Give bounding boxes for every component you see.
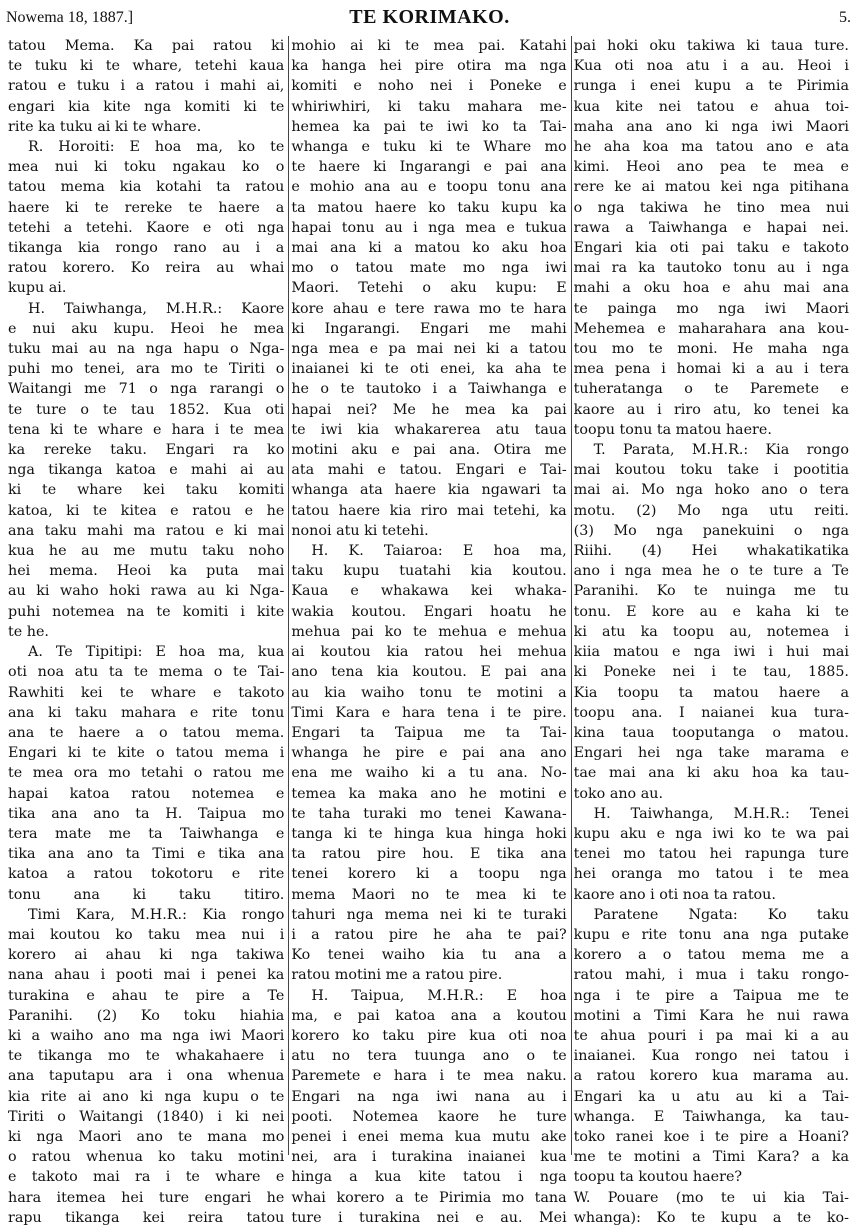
text-line: nga i te pire a Taipua me te xyxy=(573,987,849,1004)
text-line: te tuku ki te whare, tetehi kaua xyxy=(8,58,285,75)
text-line: toopu tonu ta matou haere. xyxy=(573,421,772,438)
text-line: tonu ana ki taku titiro. xyxy=(8,886,285,903)
text-column-3 xyxy=(571,36,853,1226)
text-line: nonoi atu ki tetehi. xyxy=(291,522,429,539)
text-line: katoa a ratou tokotoru e rite xyxy=(8,866,285,883)
text-line: hei mema. Heoi ka puta mai xyxy=(8,563,285,580)
text-line: toopu ta koutou haere? xyxy=(573,1169,743,1186)
text-line: runga i enei kupu a te Pirimia xyxy=(573,78,849,95)
text-line: taku kupu tuatahi kia koutou. xyxy=(291,563,567,580)
text-line: ka hanga hei pire otira ma nga xyxy=(291,58,567,75)
text-line: ta matou haere ko taku kupu ka xyxy=(291,199,567,216)
text-line: ano i nga mea he o te ture a Te xyxy=(573,563,849,580)
text-line: me te motini a Timi Kara? a ka xyxy=(573,1149,849,1166)
page-number: 5. xyxy=(839,9,851,26)
text-line: ki te whare kei taku komiti xyxy=(8,482,285,499)
text-line: whiriwhiri, ki taku mahara me- xyxy=(291,98,567,115)
text-line: ki atu ka toopu au, notemea i xyxy=(573,623,849,640)
text-line: Riihi. (4) Hei whakatikatika xyxy=(573,543,849,560)
text-line: motini aku e pai ana. Otira me xyxy=(291,442,567,459)
text-line: komiti e noho nei i Poneke e xyxy=(291,78,567,95)
text-line: tera mate me ta Taiwhanga e xyxy=(8,825,285,842)
text-line: Engari ta Taipua me ta Tai- xyxy=(291,724,567,741)
text-line: turakina e ahau te pire a Te xyxy=(8,987,285,1004)
text-line: Kia toopu ta matou haere a xyxy=(573,684,849,701)
text-line: hinga a kua kite tatou i nga xyxy=(291,1169,567,1186)
text-line: korero ko taku pire kua oti noa xyxy=(291,1027,567,1044)
text-line: ena me waiho ki a tu ana. No- xyxy=(291,765,567,782)
text-column-2 xyxy=(288,36,570,1226)
text-line: puhi notemea na te komiti i kite xyxy=(8,603,285,620)
text-line: mehua pai ko te mehua e mehua xyxy=(291,623,567,640)
text-line: atu no tera tuunga ano o te xyxy=(291,1048,567,1065)
text-line: mai ana ki a matou ko aku hoa xyxy=(291,240,567,257)
text-line: (3) Mo nga panekuini o nga xyxy=(573,522,849,539)
text-line: o nga takiwa he tino mea nui xyxy=(573,199,849,216)
text-line: au ki waho hoki rawa au ki Nga- xyxy=(8,583,285,600)
text-line: mai ra ka tautoko tonu au i nga xyxy=(573,260,849,277)
text-line: ratou e tuku i a ratou i mahi ai, xyxy=(8,78,285,95)
text-line: R. Horoiti: E hoa ma, ko te xyxy=(28,139,285,156)
text-line: he o te tautoko i a Taiwhanga e xyxy=(291,381,567,398)
text-line: Maori. Tetehi o aku kupu: E xyxy=(291,280,567,297)
text-line: tetehi a tetehi. Kaore e oti nga xyxy=(8,219,285,236)
text-line: te iwi kia whakarerea atu taua xyxy=(291,421,567,438)
text-line: rawa a Taiwhanga e hapai nei. xyxy=(573,219,849,236)
text-line: te tikanga mo te whakahaere i xyxy=(8,1048,285,1065)
text-line: Engari ka u atu au ki a Tai- xyxy=(573,1088,849,1105)
text-line: ata mahi e tatou. Engari e Tai- xyxy=(291,462,567,479)
page-header xyxy=(6,6,853,34)
text-line: e mohio ana au e toopu tonu ana xyxy=(291,179,567,196)
text-line: hei oranga mo tatou i te mea xyxy=(573,866,849,883)
text-line: pai hoki oku takiwa ki taua ture. xyxy=(573,38,849,54)
text-line: te mea ora mo tetahi o ratou me xyxy=(8,765,285,782)
text-line: kupu ai. xyxy=(8,280,67,297)
text-line: katoa, ki te kitea e ratou e he xyxy=(8,502,285,519)
text-line: T. Parata, M.H.R.: Kia rongo xyxy=(593,442,849,459)
text-line: W. Pouare (mo te ui kia Tai- xyxy=(573,1189,849,1206)
text-line: motu. (2) Mo nga utu reiti. xyxy=(573,502,849,519)
text-line: nei, ara i turakina inaianei kua xyxy=(291,1149,567,1166)
text-line: pooti. Notemea kaore he ture xyxy=(291,1108,567,1125)
text-line: Paratene Ngata: Ko taku xyxy=(593,906,849,923)
text-line: rite ka tuku ai ki te whare. xyxy=(8,118,202,135)
text-line: Engari kia oti pai taku e takoto xyxy=(573,240,849,257)
text-line: tikanga kia rongo rano au i a xyxy=(8,240,285,257)
text-line: a ratou korero kua marama au. xyxy=(573,1068,849,1085)
text-line: whanga. E Taiwhanga, ka tau- xyxy=(573,1108,849,1125)
text-line: kimi. Heoi ano pea te mea e xyxy=(573,159,849,176)
text-line: tatou haere kia riro mai tetehi, ka xyxy=(291,502,567,519)
text-line: ki nga Maori ano te mana mo xyxy=(8,1128,285,1145)
text-line: ana taputapu ara i ona whenua xyxy=(8,1068,285,1085)
text-line: mai koutou toku take i pootitia xyxy=(573,462,849,479)
text-line: toopu ana. I naianei kua tura- xyxy=(573,704,849,721)
text-line: ki Ingarangi. Engari me mahi xyxy=(291,320,567,337)
text-line: o ratou whenua ko taku motini xyxy=(8,1149,285,1166)
text-line: Paremete e hara i te mea naku. xyxy=(291,1068,567,1085)
text-line: maha ana ano ki nga iwi Maori xyxy=(573,118,849,135)
text-line: ana ki taku mahara e rite tonu xyxy=(8,704,285,721)
text-line: whanga e tuku ki te Whare mo xyxy=(291,139,567,156)
text-line: Kua oti noa atu i a au. Heoi i xyxy=(573,58,849,75)
text-line: Mehemea e maharahara ana kou- xyxy=(573,320,849,337)
text-line: Kaua e whakawa kei whaka- xyxy=(291,583,567,600)
text-line: Tiriti o Waitangi (1840) i ki nei xyxy=(8,1108,285,1125)
text-line: Timi Kara, M.H.R.: Kia rongo xyxy=(28,906,285,923)
text-line: tae mai ana ki aku hoa ka tau- xyxy=(573,765,849,782)
text-line: ratou mahi, i mua i taku rongo- xyxy=(573,967,849,984)
text-line: te haere ki Ingarangi e pai ana xyxy=(291,159,567,176)
text-line: tahuri nga mema nei ki te turaki xyxy=(291,906,567,923)
text-line: i a ratou pire he aha te pai? xyxy=(291,926,567,943)
text-line: mohio ai ki te mea pai. Katahi xyxy=(291,38,567,54)
text-line: ana taku mahi ma ratou e ki mai xyxy=(8,522,285,539)
text-line: e takoto mai ra i te whare e xyxy=(8,1169,285,1186)
text-line: te ahua pouri i pa mai ki a au xyxy=(573,1027,849,1044)
text-line: whai korero a te Pirimia mo tana xyxy=(291,1189,567,1206)
text-line: kupu e rite tonu ana nga putake xyxy=(573,926,849,943)
text-line: oti noa atu ta te mema o te Tai- xyxy=(8,664,285,681)
text-line: whanga ata haere kia ngawari ta xyxy=(291,482,567,499)
text-line: Rawhiti kei te whare e takoto xyxy=(8,684,285,701)
text-line: Paranihi. (2) Ko toku hiahia xyxy=(8,1007,285,1024)
text-line: mahi a oku hoa e ahu mai ana xyxy=(573,280,849,297)
text-line: kia rite ai ano ki nga kupu o te xyxy=(8,1088,285,1105)
text-column-1 xyxy=(6,36,288,1226)
text-line: mea pena i homai ki a au i tera xyxy=(573,361,849,378)
text-line: toko ranei koe i te pire a Hoani? xyxy=(573,1128,849,1145)
text-line: te painga mo nga iwi Maori xyxy=(573,300,849,317)
text-line: kua he au me mutu taku noho xyxy=(8,543,285,560)
text-line: ana te haere a o tatou mema. xyxy=(8,724,285,741)
text-line: kina taua tooputanga o matou. xyxy=(573,724,849,741)
text-line: inaianei. Kua rongo nei tatou i xyxy=(573,1048,849,1065)
text-line: Engari hei nga take marama e xyxy=(573,745,849,762)
text-line: ma, e pai katoa ana a koutou xyxy=(291,1007,567,1024)
text-line: kua kite nei tatou e ahua toi- xyxy=(573,98,849,115)
text-line: toko ano au. xyxy=(573,785,663,802)
text-line: puhi mo tenei, ara mo te Tiriti o xyxy=(8,361,285,378)
text-line: hapai nei? Me he mea ka pai xyxy=(291,401,567,418)
text-line: tenei mo tatou hei rapunga ture xyxy=(573,846,849,863)
text-line: tatou Mema. Ka pai ratou ki xyxy=(8,38,285,54)
text-line: H. Taiwhanga, M.H.R.: Kaore xyxy=(28,300,285,317)
text-line: kaore au i riro atu, ko tenei ka xyxy=(573,401,849,418)
issue-date: Nowema 18, 1887.] xyxy=(6,9,134,26)
text-line: tou mo te moni. He maha nga xyxy=(573,341,849,358)
text-line: rapu tikanga kei reira tatou xyxy=(8,1209,285,1226)
text-line: e nui aku kupu. Heoi he mea xyxy=(8,320,285,337)
text-line: hapai katoa ratou notemea e xyxy=(8,785,285,802)
text-line: ratou motini me a ratou pire. xyxy=(291,967,503,984)
text-line: ta ratou pire hou. E tika ana xyxy=(291,846,567,863)
text-line: tatou mema kia kotahi ta ratou xyxy=(8,179,285,196)
text-line: Engari na nga iwi nana au i xyxy=(291,1088,567,1105)
text-line: mai koutou ko taku mea nui i xyxy=(8,926,285,943)
text-line: penei i enei mema kua mutu ake xyxy=(291,1128,567,1145)
text-line: mai ai. Mo nga hoko ano o tera xyxy=(573,482,849,499)
text-line: Engari ki te kite o tatou mema i xyxy=(8,745,285,762)
text-line: wakia koutou. Engari hoatu he xyxy=(291,603,567,620)
article-columns xyxy=(6,36,853,1226)
text-line: te he. xyxy=(8,623,49,640)
text-line: kaore ano i oti noa ta ratou. xyxy=(573,886,776,903)
text-line: au kia waiho tonu te motini a xyxy=(291,684,567,701)
text-line: nga tikanga katoa e mahi ai au xyxy=(8,462,285,479)
text-line: he aha koa ma tatou ano e ata xyxy=(573,139,849,156)
text-line: Waitangi me 71 o nga rarangi o xyxy=(8,381,285,398)
text-line: tuku mai au na nga hapu o Nga- xyxy=(8,341,285,358)
text-line: mo o tatou mate mo nga iwi xyxy=(291,260,567,277)
text-line: tenei korero ki a toopu nga xyxy=(291,866,567,883)
text-line: mema Maori no te mea ki te xyxy=(291,886,567,903)
text-line: haere ki te rereke te haere a xyxy=(8,199,285,216)
text-line: ture i turakina nei e au. Mei xyxy=(291,1209,567,1226)
text-line: hemea ka pai te iwi ko ta Tai- xyxy=(291,118,567,135)
text-line: ratou korero. Ko reira au whai xyxy=(8,260,285,277)
text-line: korero a o tatou mema me a xyxy=(573,947,849,964)
text-line: te taha turaki mo tenei Kawana- xyxy=(291,805,567,822)
text-line: ano tena kia koutou. E pai ana xyxy=(291,664,567,681)
text-line: ki a waiho ano ma nga iwi Maori xyxy=(8,1027,285,1044)
text-line: Timi Kara e hara tena i te pire. xyxy=(291,704,567,721)
text-line: nana ahau i pooti mai i penei ka xyxy=(8,967,285,984)
text-line: Ko tenei waiho kia tu ana a xyxy=(291,947,567,964)
text-line: A. Te Tipitipi: E hoa ma, kua xyxy=(28,644,285,661)
text-line: tena ki te whare e hara i te mea xyxy=(8,421,285,438)
text-line: kore ahau e tere rawa mo te hara xyxy=(291,300,567,317)
text-line: mea nui ki toku ngakau ko o xyxy=(8,159,285,176)
text-line: ka rereke taku. Engari ra ko xyxy=(8,442,285,459)
newspaper-title: TE KORIMAKO. xyxy=(349,6,510,28)
text-line: ki Poneke nei i te tau, 1885. xyxy=(573,664,849,681)
text-line: tonu. E kore au e kaha ki te xyxy=(573,603,849,620)
text-line: nga mea e pa mai nei ki a tatou xyxy=(291,341,567,358)
text-line: H. K. Taiaroa: E hoa ma, xyxy=(311,543,567,560)
text-line: H. Taipua, M.H.R.: E hoa xyxy=(311,987,567,1004)
text-line: tika ana ano ta H. Taipua mo xyxy=(8,805,285,822)
text-line: tuheratanga o te Paremete e xyxy=(573,381,849,398)
text-line: temea ka maka ano he motini e xyxy=(291,785,567,802)
text-line: korero ai ahau ki nga takiwa xyxy=(8,947,285,964)
text-line: inaianei ki te oti enei, ka aha te xyxy=(291,361,567,378)
text-line: rere ke ai matou kei nga pitihana xyxy=(573,179,849,196)
text-line: H. Taiwhanga, M.H.R.: Tenei xyxy=(593,805,849,822)
text-line: engari kia kite nga komiti ki te xyxy=(8,98,285,115)
text-line: hapai tonu au i nga mea e tukua xyxy=(291,219,567,236)
text-line: motini a Timi Kara he nui rawa xyxy=(573,1007,849,1024)
text-line: hara itemea hei ture engari he xyxy=(8,1189,285,1206)
text-line: tika ana ano ta Timi e tika ana xyxy=(8,846,285,863)
text-line: whanga): Ko te kupu a te ko- xyxy=(573,1209,849,1226)
text-line: kupu aku e nga iwi ko te wa pai xyxy=(573,825,849,842)
text-line: ai koutou kia ratou hei mehua xyxy=(291,644,567,661)
text-line: kiia matou e nga iwi i hui mai xyxy=(573,644,849,661)
text-line: tanga ki te hinga kua hinga hoki xyxy=(291,825,567,842)
text-line: te ture o te tau 1852. Kua oti xyxy=(8,401,285,418)
text-line: Paranihi. Ko te nuinga me tu xyxy=(573,583,849,600)
text-line: whanga he pire e pai ana ano xyxy=(291,745,567,762)
